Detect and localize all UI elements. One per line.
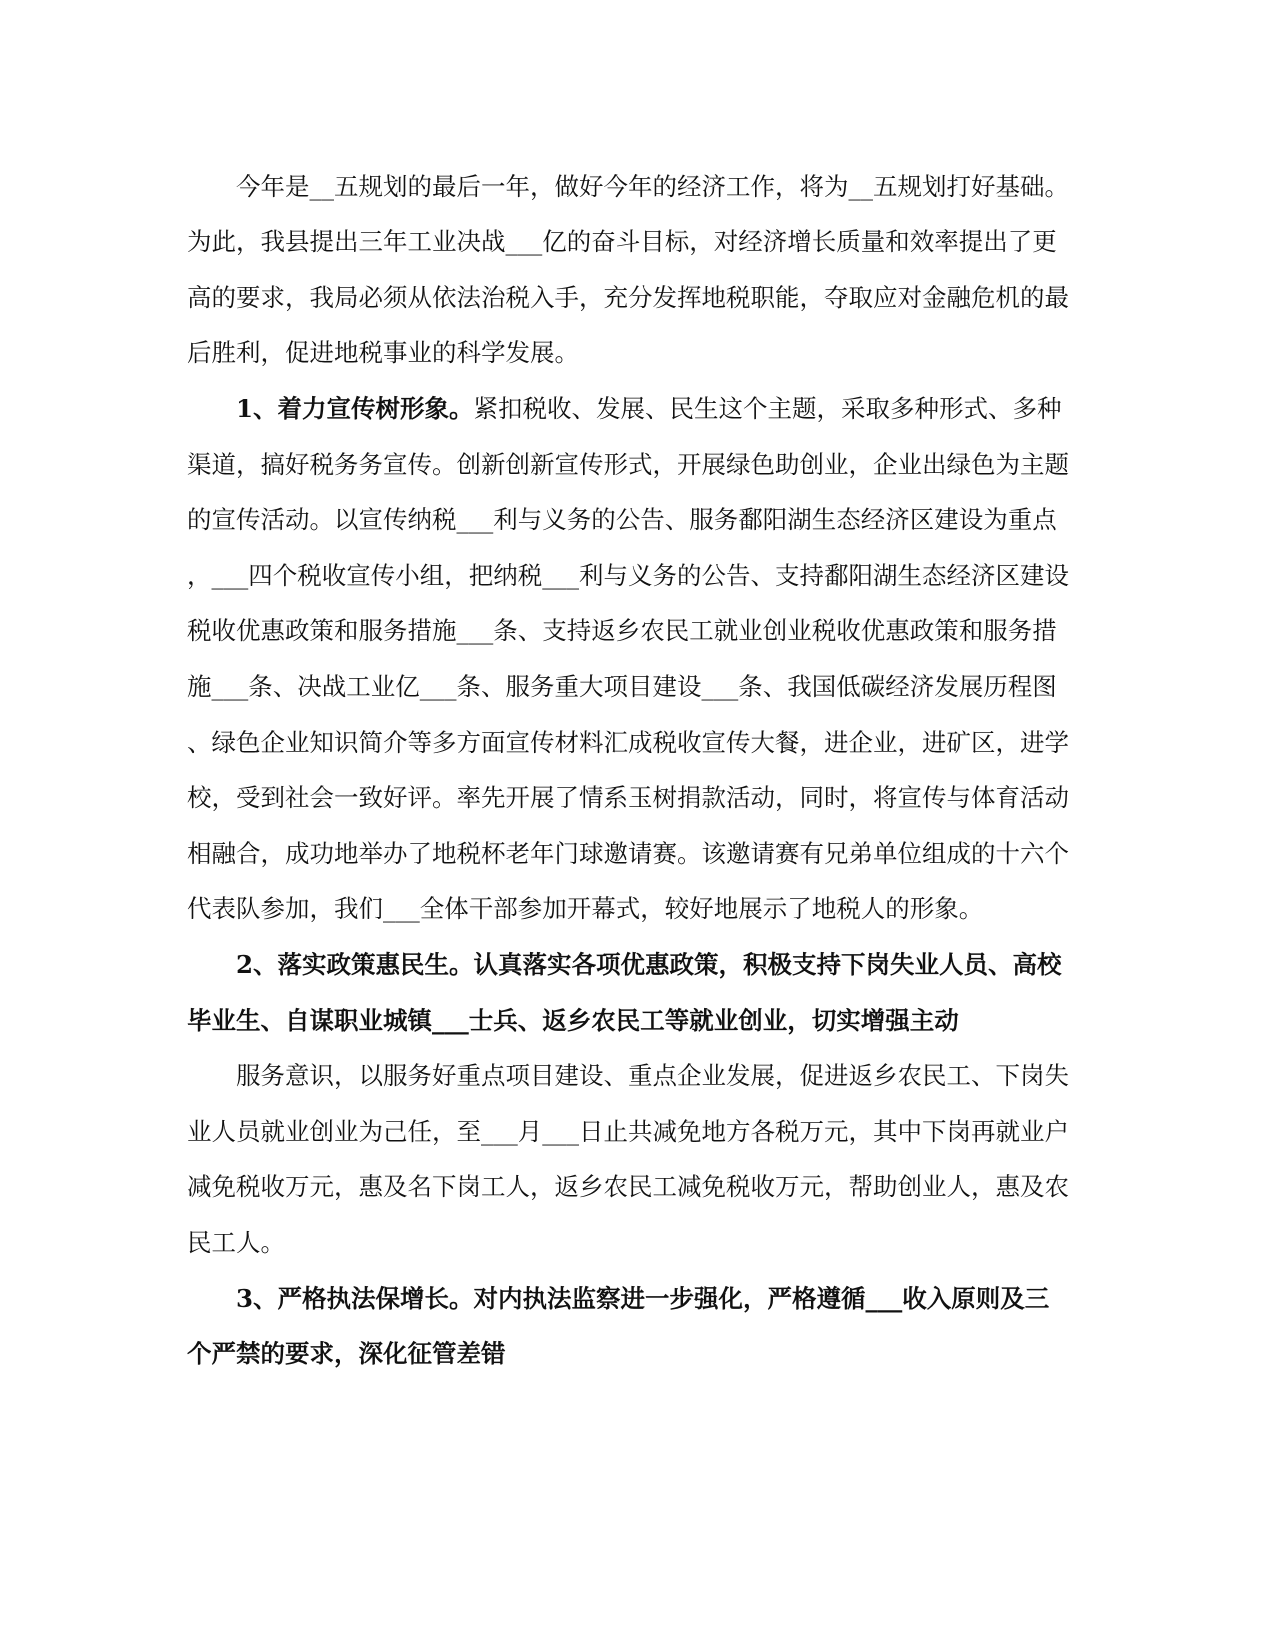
paragraph-2-line-9: 相融合，成功地举办了地税杯老年门球邀请赛。该邀请赛有兄弟单位组成的十六个	[187, 839, 1069, 868]
paragraph-4-line-3: 减免税收万元，惠及名下岗工人，返乡农民工减免税收万元，帮助创业人，惠及农	[187, 1172, 1069, 1201]
paragraph-1-line-4: 后胜利，促进地税事业的科学发展。	[187, 338, 579, 367]
paragraph-1-line-3: 高的要求，我局必须从依法治税入手，充分发挥地税职能，夺取应对金融危机的最	[187, 283, 1069, 312]
paragraph-2-line-3: 的宣传活动。以宣传纳税___利与义务的公告、服务鄱阳湖生态经济区建设为重点	[187, 505, 1057, 534]
paragraph-2-line-5: 税收优惠政策和服务措施___条、支持返乡农民工就业创业税收优惠政策和服务措	[187, 616, 1057, 645]
paragraph-4-line-2: 业人员就业创业为己任，至___月___日止共减免地方各税万元，其中下岗再就业户	[187, 1117, 1069, 1146]
paragraph-4-line-4: 民工人。	[187, 1228, 285, 1257]
paragraph-2-line-8: 校，受到社会一致好评。率先开展了情系玉树捐款活动，同时，将宣传与体育活动	[187, 783, 1069, 812]
paragraph-2-line-7: 、绿色企业知识简介等多方面宣传材料汇成税收宣传大餐，进企业，进矿区，进学	[187, 728, 1069, 757]
section-1-lead-text: 紧扣税收、发展、民生这个主题，采取多种形式、多种	[473, 394, 1062, 423]
paragraph-3-line-1: 2、落实政策惠民生。认真落实各项优惠政策，积极支持下岗失业人员、高校	[236, 950, 1062, 979]
paragraph-4-line-1: 服务意识，以服务好重点项目建设、重点企业发展，促进返乡农民工、下岗失	[236, 1061, 1069, 1090]
paragraph-2-line-2: 渠道，搞好税务务宣传。创新创新宣传形式，开展绿色助创业，企业出绿色为主题	[187, 450, 1069, 479]
paragraph-5-line-2: 个严禁的要求，深化征管差错	[187, 1339, 506, 1368]
paragraph-5-line-1: 3、严格执法保增长。对内执法监察进一步强化，严格遵循___收入原则及三	[236, 1284, 1050, 1313]
paragraph-2-line-4: ，___四个税收宣传小组，把纳税___利与义务的公告、支持鄱阳湖生态经济区建设	[187, 561, 1069, 590]
paragraph-3-line-2: 毕业生、自谋职业城镇___士兵、返乡农民工等就业创业，切实增强主动	[187, 1006, 959, 1035]
section-1-heading: 1、着力宣传树形象。	[236, 394, 474, 423]
paragraph-1-line-1: 今年是__五规划的最后一年，做好今年的经济工作，将为__五规划打好基础。	[236, 172, 1069, 201]
paragraph-2-line-1	[236, 389, 1136, 429]
paragraph-2-line-6: 施___条、决战工业亿___条、服务重大项目建设___条、我国低碳经济发展历程图	[187, 672, 1057, 701]
paragraph-1-line-2: 为此，我县提出三年工业决战___亿的奋斗目标，对经济增长质量和效率提出了更	[187, 227, 1057, 256]
paragraph-2-line-10: 代表队参加，我们___全体干部参加开幕式，较好地展示了地税人的形象。	[187, 894, 984, 923]
